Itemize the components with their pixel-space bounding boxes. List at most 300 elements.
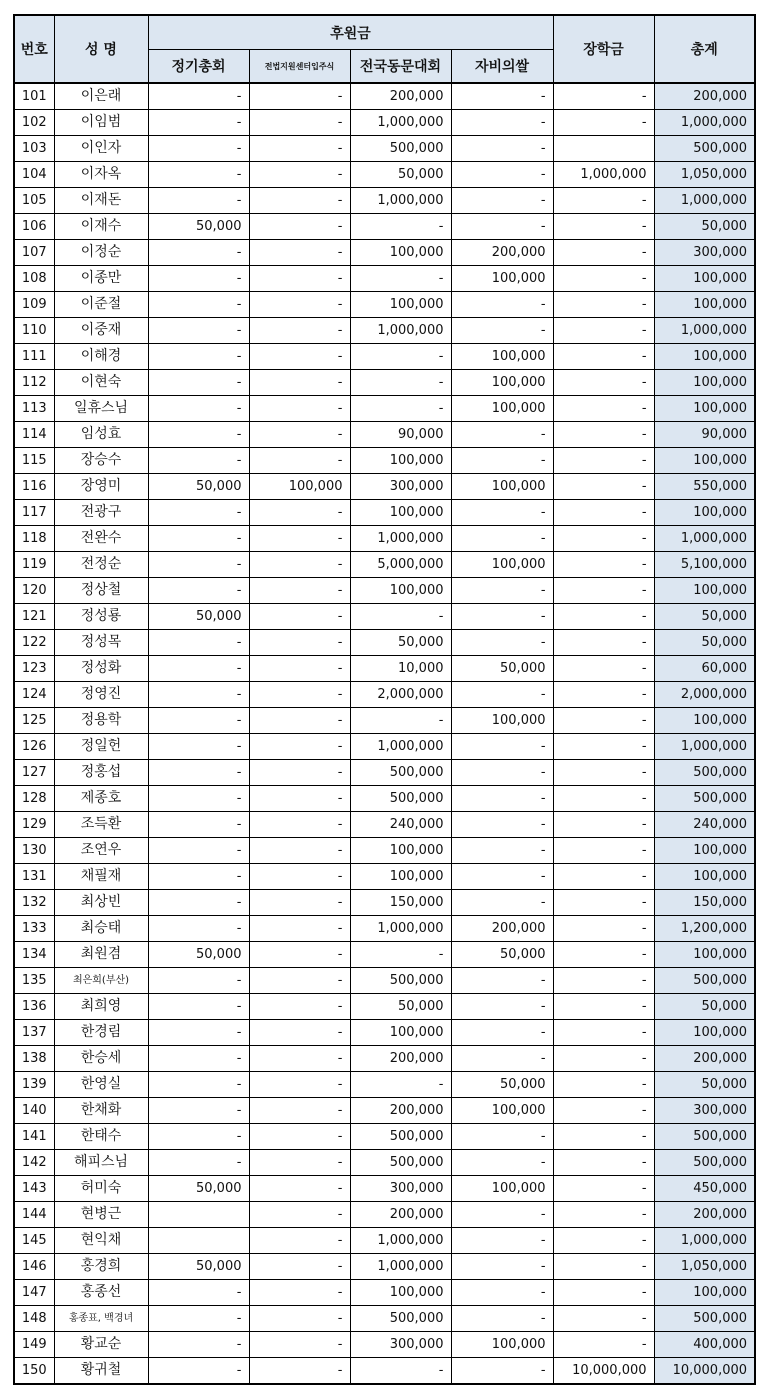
cell-number: 104	[14, 162, 54, 188]
cell-alumni-meeting: -	[350, 708, 451, 734]
cell-scholarship	[553, 136, 654, 162]
table-header	[14, 15, 755, 83]
cell-alumni-meeting: -	[350, 370, 451, 396]
cell-regular-meeting: -	[148, 838, 249, 864]
cell-scholarship: -	[553, 526, 654, 552]
table-row	[14, 812, 755, 838]
table-row	[14, 110, 755, 136]
cell-mercy-rice: 100,000	[451, 370, 553, 396]
cell-scholarship: -	[553, 1332, 654, 1358]
cell-name: 허미숙	[54, 1176, 148, 1202]
cell-number: 112	[14, 370, 54, 396]
cell-regular-meeting: -	[148, 812, 249, 838]
cell-total: 400,000	[654, 1332, 755, 1358]
cell-name: 최은희(부산)	[54, 968, 148, 994]
cell-alumni-meeting: 240,000	[350, 812, 451, 838]
cell-mercy-rice: -	[451, 630, 553, 656]
cell-mercy-rice: 100,000	[451, 396, 553, 422]
table-row	[14, 734, 755, 760]
header-legal-center: 전법지원센터입주식	[249, 50, 350, 84]
cell-total: 2,000,000	[654, 682, 755, 708]
cell-scholarship: -	[553, 604, 654, 630]
table-row	[14, 968, 755, 994]
cell-number: 107	[14, 240, 54, 266]
cell-scholarship: -	[553, 474, 654, 500]
cell-name: 정성목	[54, 630, 148, 656]
cell-name: 홍종선	[54, 1280, 148, 1306]
cell-mercy-rice: 100,000	[451, 344, 553, 370]
cell-scholarship: -	[553, 370, 654, 396]
table-row	[14, 214, 755, 240]
table-row	[14, 500, 755, 526]
cell-regular-meeting: -	[148, 916, 249, 942]
table-row	[14, 1358, 755, 1385]
cell-alumni-meeting: 300,000	[350, 474, 451, 500]
cell-regular-meeting: -	[148, 1046, 249, 1072]
cell-regular-meeting: 50,000	[148, 1176, 249, 1202]
cell-scholarship: -	[553, 396, 654, 422]
cell-total: 1,000,000	[654, 1228, 755, 1254]
cell-legal-center: -	[249, 1306, 350, 1332]
cell-scholarship: -	[553, 786, 654, 812]
header-scholarship: 장학금	[553, 15, 654, 83]
cell-name: 이정순	[54, 240, 148, 266]
cell-legal-center: -	[249, 240, 350, 266]
cell-alumni-meeting: -	[350, 942, 451, 968]
cell-regular-meeting: -	[148, 318, 249, 344]
table-row	[14, 370, 755, 396]
cell-mercy-rice: -	[451, 83, 553, 110]
cell-mercy-rice: -	[451, 682, 553, 708]
cell-name: 임성효	[54, 422, 148, 448]
cell-number: 148	[14, 1306, 54, 1332]
cell-legal-center: 100,000	[249, 474, 350, 500]
cell-scholarship: -	[553, 1176, 654, 1202]
cell-mercy-rice: -	[451, 968, 553, 994]
table-row	[14, 1150, 755, 1176]
table-row	[14, 838, 755, 864]
cell-legal-center: -	[249, 916, 350, 942]
cell-number: 135	[14, 968, 54, 994]
cell-regular-meeting: -	[148, 760, 249, 786]
cell-legal-center: -	[249, 292, 350, 318]
cell-scholarship: -	[553, 1150, 654, 1176]
cell-name: 홍경희	[54, 1254, 148, 1280]
cell-alumni-meeting: 200,000	[350, 1202, 451, 1228]
cell-alumni-meeting: 100,000	[350, 838, 451, 864]
cell-mercy-rice: -	[451, 864, 553, 890]
cell-number: 108	[14, 266, 54, 292]
cell-total: 60,000	[654, 656, 755, 682]
cell-mercy-rice: -	[451, 890, 553, 916]
cell-number: 120	[14, 578, 54, 604]
cell-legal-center: -	[249, 1358, 350, 1385]
cell-mercy-rice: -	[451, 994, 553, 1020]
cell-legal-center: -	[249, 370, 350, 396]
cell-scholarship: -	[553, 1254, 654, 1280]
cell-regular-meeting: -	[148, 396, 249, 422]
cell-alumni-meeting: 50,000	[350, 162, 451, 188]
cell-alumni-meeting: -	[350, 604, 451, 630]
table-row	[14, 83, 755, 110]
cell-regular-meeting: 50,000	[148, 214, 249, 240]
cell-scholarship: -	[553, 344, 654, 370]
table-row	[14, 1202, 755, 1228]
table-row	[14, 422, 755, 448]
cell-total: 550,000	[654, 474, 755, 500]
cell-name: 조득환	[54, 812, 148, 838]
cell-mercy-rice: -	[451, 1306, 553, 1332]
cell-regular-meeting: -	[148, 83, 249, 110]
cell-mercy-rice: -	[451, 110, 553, 136]
cell-alumni-meeting: 10,000	[350, 656, 451, 682]
cell-name: 일휴스님	[54, 396, 148, 422]
cell-scholarship: -	[553, 1072, 654, 1098]
cell-legal-center: -	[249, 1332, 350, 1358]
cell-name: 전광구	[54, 500, 148, 526]
cell-name: 전정순	[54, 552, 148, 578]
cell-total: 100,000	[654, 448, 755, 474]
cell-scholarship: -	[553, 266, 654, 292]
cell-regular-meeting: -	[148, 344, 249, 370]
cell-name: 이인자	[54, 136, 148, 162]
cell-number: 121	[14, 604, 54, 630]
cell-name: 한경림	[54, 1020, 148, 1046]
table-row	[14, 162, 755, 188]
cell-alumni-meeting: 1,000,000	[350, 1228, 451, 1254]
cell-total: 500,000	[654, 1124, 755, 1150]
cell-regular-meeting: -	[148, 1306, 249, 1332]
table-row	[14, 188, 755, 214]
cell-total: 50,000	[654, 604, 755, 630]
cell-name: 이현숙	[54, 370, 148, 396]
cell-regular-meeting: -	[148, 136, 249, 162]
cell-name: 정일헌	[54, 734, 148, 760]
cell-regular-meeting: -	[148, 552, 249, 578]
header-regular-meeting: 정기총회	[148, 50, 249, 84]
cell-total: 100,000	[654, 344, 755, 370]
cell-regular-meeting: 50,000	[148, 1254, 249, 1280]
cell-name: 정상철	[54, 578, 148, 604]
cell-alumni-meeting: 50,000	[350, 630, 451, 656]
cell-number: 111	[14, 344, 54, 370]
cell-total: 100,000	[654, 396, 755, 422]
cell-name: 정성룡	[54, 604, 148, 630]
cell-regular-meeting: -	[148, 890, 249, 916]
cell-legal-center: -	[249, 604, 350, 630]
cell-mercy-rice: -	[451, 136, 553, 162]
cell-mercy-rice: -	[451, 1020, 553, 1046]
cell-scholarship: -	[553, 1098, 654, 1124]
cell-alumni-meeting: 100,000	[350, 578, 451, 604]
cell-alumni-meeting: 100,000	[350, 1020, 451, 1046]
cell-number: 147	[14, 1280, 54, 1306]
table-row	[14, 474, 755, 500]
cell-alumni-meeting: 500,000	[350, 1306, 451, 1332]
cell-number: 129	[14, 812, 54, 838]
table-row	[14, 578, 755, 604]
cell-name: 홍종표, 백경녀	[54, 1306, 148, 1332]
cell-alumni-meeting: 1,000,000	[350, 916, 451, 942]
cell-alumni-meeting: 500,000	[350, 1124, 451, 1150]
cell-total: 150,000	[654, 890, 755, 916]
header-mercy-rice: 자비의쌀	[451, 50, 553, 84]
cell-legal-center: -	[249, 136, 350, 162]
cell-regular-meeting: -	[148, 1332, 249, 1358]
cell-alumni-meeting: 1,000,000	[350, 734, 451, 760]
cell-total: 1,000,000	[654, 188, 755, 214]
cell-alumni-meeting: -	[350, 1358, 451, 1385]
cell-mercy-rice: -	[451, 838, 553, 864]
cell-mercy-rice: 100,000	[451, 266, 553, 292]
cell-alumni-meeting: 500,000	[350, 968, 451, 994]
cell-legal-center: -	[249, 812, 350, 838]
cell-scholarship: -	[553, 578, 654, 604]
cell-legal-center: -	[249, 396, 350, 422]
cell-name: 이자옥	[54, 162, 148, 188]
cell-mercy-rice: -	[451, 760, 553, 786]
cell-legal-center: -	[249, 1150, 350, 1176]
cell-scholarship: -	[553, 1124, 654, 1150]
cell-total: 100,000	[654, 708, 755, 734]
table-row	[14, 1176, 755, 1202]
cell-number: 130	[14, 838, 54, 864]
cell-regular-meeting: -	[148, 682, 249, 708]
table-row	[14, 708, 755, 734]
cell-scholarship: -	[553, 994, 654, 1020]
cell-total: 10,000,000	[654, 1358, 755, 1385]
cell-number: 123	[14, 656, 54, 682]
cell-alumni-meeting: 50,000	[350, 994, 451, 1020]
cell-scholarship: -	[553, 448, 654, 474]
cell-number: 138	[14, 1046, 54, 1072]
cell-scholarship: -	[553, 1020, 654, 1046]
cell-total: 100,000	[654, 500, 755, 526]
cell-name: 한태수	[54, 1124, 148, 1150]
cell-mercy-rice: -	[451, 188, 553, 214]
cell-mercy-rice: 100,000	[451, 1098, 553, 1124]
cell-alumni-meeting: 200,000	[350, 1046, 451, 1072]
cell-scholarship: -	[553, 83, 654, 110]
cell-name: 이중재	[54, 318, 148, 344]
cell-number: 134	[14, 942, 54, 968]
cell-scholarship: 10,000,000	[553, 1358, 654, 1385]
header-donation-group: 후원금	[148, 15, 553, 50]
cell-regular-meeting: -	[148, 864, 249, 890]
cell-mercy-rice: -	[451, 292, 553, 318]
table-row	[14, 1254, 755, 1280]
cell-regular-meeting: -	[148, 630, 249, 656]
table-row	[14, 864, 755, 890]
cell-number: 103	[14, 136, 54, 162]
cell-legal-center: -	[249, 890, 350, 916]
cell-total: 100,000	[654, 292, 755, 318]
cell-regular-meeting: -	[148, 1280, 249, 1306]
cell-mercy-rice: -	[451, 500, 553, 526]
cell-scholarship: -	[553, 656, 654, 682]
cell-number: 117	[14, 500, 54, 526]
cell-regular-meeting: -	[148, 786, 249, 812]
cell-total: 90,000	[654, 422, 755, 448]
cell-name: 이준절	[54, 292, 148, 318]
cell-name: 이재돈	[54, 188, 148, 214]
table-row	[14, 266, 755, 292]
cell-regular-meeting: -	[148, 162, 249, 188]
cell-scholarship: -	[553, 864, 654, 890]
cell-mercy-rice: 200,000	[451, 240, 553, 266]
table-row	[14, 526, 755, 552]
cell-alumni-meeting: 200,000	[350, 83, 451, 110]
cell-total: 100,000	[654, 266, 755, 292]
cell-alumni-meeting: 300,000	[350, 1176, 451, 1202]
cell-scholarship: -	[553, 838, 654, 864]
cell-alumni-meeting: 5,000,000	[350, 552, 451, 578]
cell-name: 정영진	[54, 682, 148, 708]
cell-name: 한영실	[54, 1072, 148, 1098]
cell-total: 50,000	[654, 214, 755, 240]
cell-legal-center: -	[249, 83, 350, 110]
cell-legal-center: -	[249, 578, 350, 604]
cell-alumni-meeting: 100,000	[350, 240, 451, 266]
cell-regular-meeting: -	[148, 1358, 249, 1385]
header-name: 성 명	[54, 15, 148, 83]
cell-legal-center: -	[249, 188, 350, 214]
cell-number: 149	[14, 1332, 54, 1358]
cell-number: 128	[14, 786, 54, 812]
cell-legal-center: -	[249, 214, 350, 240]
cell-mercy-rice: -	[451, 422, 553, 448]
header-alumni-meeting: 전국동문대회	[350, 50, 451, 84]
cell-total: 1,000,000	[654, 110, 755, 136]
cell-number: 140	[14, 1098, 54, 1124]
cell-total: 500,000	[654, 136, 755, 162]
cell-mercy-rice: 50,000	[451, 942, 553, 968]
cell-total: 5,100,000	[654, 552, 755, 578]
cell-total: 100,000	[654, 578, 755, 604]
cell-total: 1,200,000	[654, 916, 755, 942]
table-row	[14, 890, 755, 916]
cell-regular-meeting: -	[148, 656, 249, 682]
cell-name: 전완수	[54, 526, 148, 552]
cell-regular-meeting: -	[148, 188, 249, 214]
cell-mercy-rice: 50,000	[451, 656, 553, 682]
cell-regular-meeting: -	[148, 526, 249, 552]
cell-number: 136	[14, 994, 54, 1020]
table-row	[14, 1020, 755, 1046]
cell-mercy-rice: -	[451, 786, 553, 812]
cell-total: 50,000	[654, 630, 755, 656]
table-row	[14, 604, 755, 630]
cell-regular-meeting: -	[148, 500, 249, 526]
cell-alumni-meeting: -	[350, 214, 451, 240]
cell-scholarship: -	[553, 292, 654, 318]
table-row	[14, 396, 755, 422]
table-row	[14, 682, 755, 708]
cell-total: 100,000	[654, 1020, 755, 1046]
cell-number: 145	[14, 1228, 54, 1254]
cell-alumni-meeting: 100,000	[350, 864, 451, 890]
cell-scholarship: -	[553, 1202, 654, 1228]
cell-name: 황교순	[54, 1332, 148, 1358]
table-row	[14, 1228, 755, 1254]
cell-name: 이은래	[54, 83, 148, 110]
cell-total: 100,000	[654, 1280, 755, 1306]
cell-number: 144	[14, 1202, 54, 1228]
cell-legal-center: -	[249, 682, 350, 708]
cell-total: 100,000	[654, 838, 755, 864]
cell-scholarship: -	[553, 682, 654, 708]
cell-mercy-rice: 100,000	[451, 708, 553, 734]
cell-name: 이종만	[54, 266, 148, 292]
cell-legal-center: -	[249, 656, 350, 682]
cell-legal-center: -	[249, 526, 350, 552]
cell-number: 143	[14, 1176, 54, 1202]
cell-legal-center: -	[249, 864, 350, 890]
cell-mercy-rice: -	[451, 1150, 553, 1176]
cell-mercy-rice: -	[451, 604, 553, 630]
cell-regular-meeting: 50,000	[148, 942, 249, 968]
cell-alumni-meeting: 100,000	[350, 448, 451, 474]
cell-regular-meeting: -	[148, 1020, 249, 1046]
cell-legal-center: -	[249, 1098, 350, 1124]
cell-number: 118	[14, 526, 54, 552]
cell-mercy-rice: -	[451, 526, 553, 552]
cell-total: 1,000,000	[654, 318, 755, 344]
cell-scholarship: -	[553, 188, 654, 214]
cell-scholarship: -	[553, 942, 654, 968]
table-row	[14, 1072, 755, 1098]
cell-regular-meeting: -	[148, 734, 249, 760]
cell-alumni-meeting: -	[350, 396, 451, 422]
cell-number: 137	[14, 1020, 54, 1046]
cell-mercy-rice: 100,000	[451, 474, 553, 500]
cell-total: 500,000	[654, 786, 755, 812]
cell-scholarship: -	[553, 500, 654, 526]
cell-number: 106	[14, 214, 54, 240]
cell-scholarship: -	[553, 760, 654, 786]
cell-legal-center: -	[249, 266, 350, 292]
cell-total: 500,000	[654, 968, 755, 994]
cell-number: 125	[14, 708, 54, 734]
table-row	[14, 942, 755, 968]
cell-legal-center: -	[249, 1072, 350, 1098]
cell-scholarship: -	[553, 214, 654, 240]
cell-alumni-meeting: 300,000	[350, 1332, 451, 1358]
cell-name: 한채화	[54, 1098, 148, 1124]
cell-legal-center: -	[249, 630, 350, 656]
cell-number: 115	[14, 448, 54, 474]
cell-scholarship: -	[553, 708, 654, 734]
cell-alumni-meeting: 90,000	[350, 422, 451, 448]
cell-name: 제종호	[54, 786, 148, 812]
cell-number: 127	[14, 760, 54, 786]
cell-mercy-rice: 100,000	[451, 1332, 553, 1358]
cell-number: 122	[14, 630, 54, 656]
cell-regular-meeting: -	[148, 578, 249, 604]
cell-legal-center: -	[249, 1176, 350, 1202]
table-body	[14, 83, 755, 1384]
cell-mercy-rice: -	[451, 318, 553, 344]
cell-scholarship: -	[553, 916, 654, 942]
cell-name: 현병근	[54, 1202, 148, 1228]
cell-name: 채필재	[54, 864, 148, 890]
cell-name: 황귀철	[54, 1358, 148, 1385]
cell-legal-center: -	[249, 838, 350, 864]
table-row	[14, 318, 755, 344]
cell-mercy-rice: -	[451, 812, 553, 838]
cell-total: 500,000	[654, 1306, 755, 1332]
cell-mercy-rice: -	[451, 1124, 553, 1150]
